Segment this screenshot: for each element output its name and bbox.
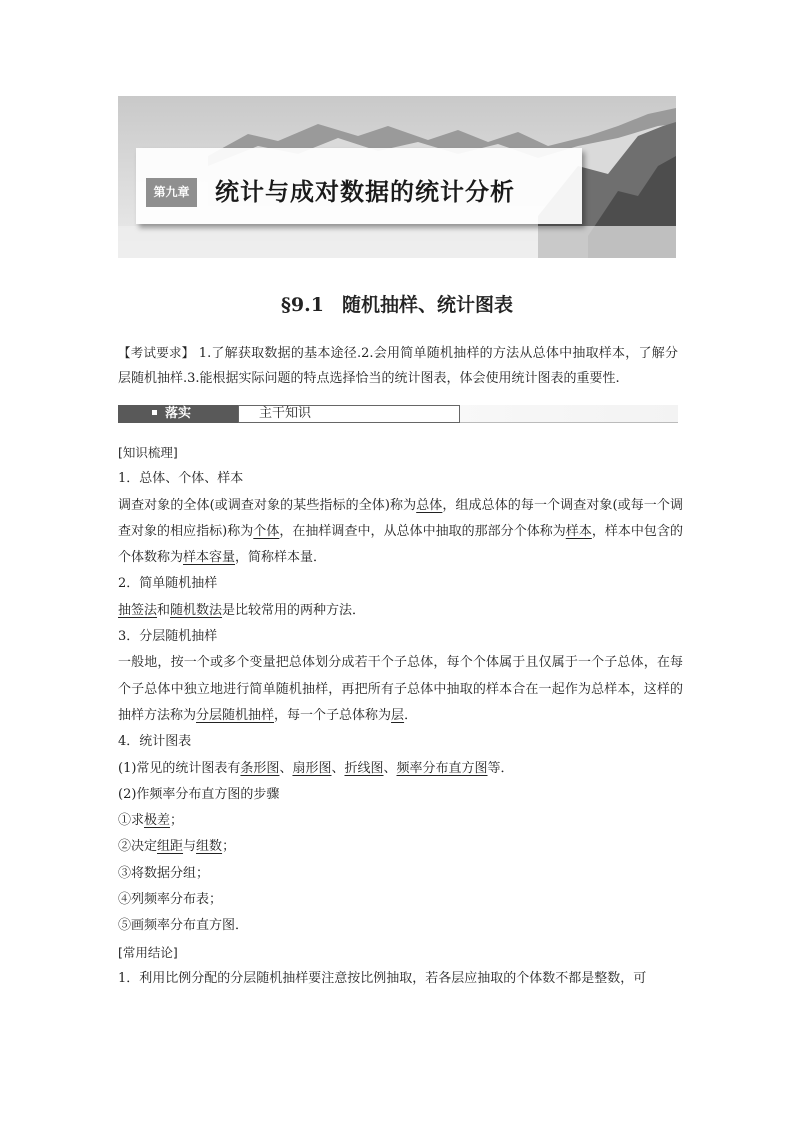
text: 等． [487, 760, 514, 776]
text: ，每一个子总体称为 [274, 707, 392, 723]
requirements-text: 1.了解获取数据的基本途径.2.会用简单随机抽样的方法从总体中抽取样本，了解分层随机抽样.3.能根据实际问题的特点选择恰当的统计图表，体会使用统计图表的重要性. [118, 346, 678, 386]
term-underline: 随机数法 [170, 602, 223, 618]
chapter-badge: 第九章 [146, 178, 197, 207]
exam-requirements [118, 340, 678, 391]
term-underline: 样本 [565, 523, 592, 539]
section-number: §9.1 [280, 294, 324, 316]
section-heading [0, 290, 794, 317]
term-underline: 个体 [253, 523, 280, 539]
text: ； [222, 839, 236, 855]
term-underline: 抽签法 [118, 602, 158, 618]
text: 调查对象的全体(或调查对象的某些指标的全体)称为 [118, 497, 417, 513]
requirements-tag: 【考试要求】 [118, 345, 195, 360]
knowledge-bar [118, 405, 678, 423]
text: 、 [383, 760, 397, 776]
s1-title: 1．总体、个体、样本 [118, 471, 244, 487]
term-underline: 折线图 [344, 760, 384, 776]
s4-title: 4．统计图表 [118, 734, 192, 750]
term-underline: 条形图 [240, 760, 280, 776]
text: ，简称样本量． [235, 550, 327, 566]
term-underline: 组距 [157, 839, 184, 855]
conclusion-heading: [常用结论] [118, 944, 178, 960]
text: (1)常见的统计图表有 [118, 760, 241, 776]
step-3: ③将数据分组； [118, 865, 210, 881]
s1-paragraph [118, 493, 683, 572]
knowledge-body [118, 440, 683, 992]
text: ①求 [118, 813, 145, 829]
term-underline: 扇形图 [292, 760, 332, 776]
section-title: 随机抽样、统计图表 [341, 294, 513, 316]
text: ，样本中包含的个体数称为 [118, 523, 683, 566]
term-underline: 样本容量 [183, 550, 236, 566]
text: ，组成总体的每一个调查对象(或每一个调查对象的相应指标)称为 [118, 497, 683, 539]
term-underline: 分层随机抽样 [196, 707, 275, 723]
s4-item1 [118, 756, 683, 782]
step-5: ⑤画频率分布直方图． [118, 918, 249, 934]
term-underline: 层 [391, 707, 405, 723]
term-underline: 极差 [144, 813, 171, 829]
text: 、 [279, 760, 293, 776]
s2-paragraph [118, 598, 683, 624]
text: ②决定 [118, 839, 158, 855]
bar-label-light: 主干知识 [238, 405, 460, 423]
term-underline: 组数 [196, 839, 223, 855]
s2-title: 2．简单随机抽样 [118, 576, 218, 592]
s3-paragraph [118, 650, 683, 729]
square-bullet-icon [152, 410, 157, 415]
conclusion-item-1: 1．利用比例分配的分层随机抽样要注意按比例抽取，若各层应抽取的个体数不都是整数，可 [118, 970, 647, 986]
text: ； [170, 813, 184, 829]
term-underline: 频率分布直方图 [396, 760, 488, 776]
step-1 [118, 808, 683, 834]
text: 是比较常用的两种方法． [222, 602, 366, 618]
text: 和 [157, 602, 171, 618]
bar-rule [460, 422, 678, 423]
step-4: ④列频率分布表； [118, 892, 223, 908]
text: 、 [331, 760, 345, 776]
bar-label-dark [118, 405, 238, 423]
text: 与 [183, 839, 197, 855]
text: 一般地，按一个或多个变量把总体划分成若干个子总体，每个个体属于且仅属于一个子总体，在每个子总体中独立地进行简单随机抽样，再把所有子总体中抽取的样本合在一起作为总样本，这样的抽样方法称为 [118, 655, 683, 723]
step-2 [118, 834, 683, 860]
text: ，在抽样调查中，从总体中抽取的那部分个体称为 [279, 523, 566, 539]
term-underline: 总体 [416, 497, 443, 513]
s4-item2: (2)作频率分布直方图的步骤 [118, 786, 280, 802]
text: ． [404, 707, 418, 723]
chapter-title: 统计与成对数据的统计分析 [215, 178, 515, 206]
s3-title: 3．分层随机抽样 [118, 629, 218, 645]
bar-left-text: 落实 [165, 406, 192, 421]
knowledge-heading: [知识梳理] [118, 445, 178, 460]
